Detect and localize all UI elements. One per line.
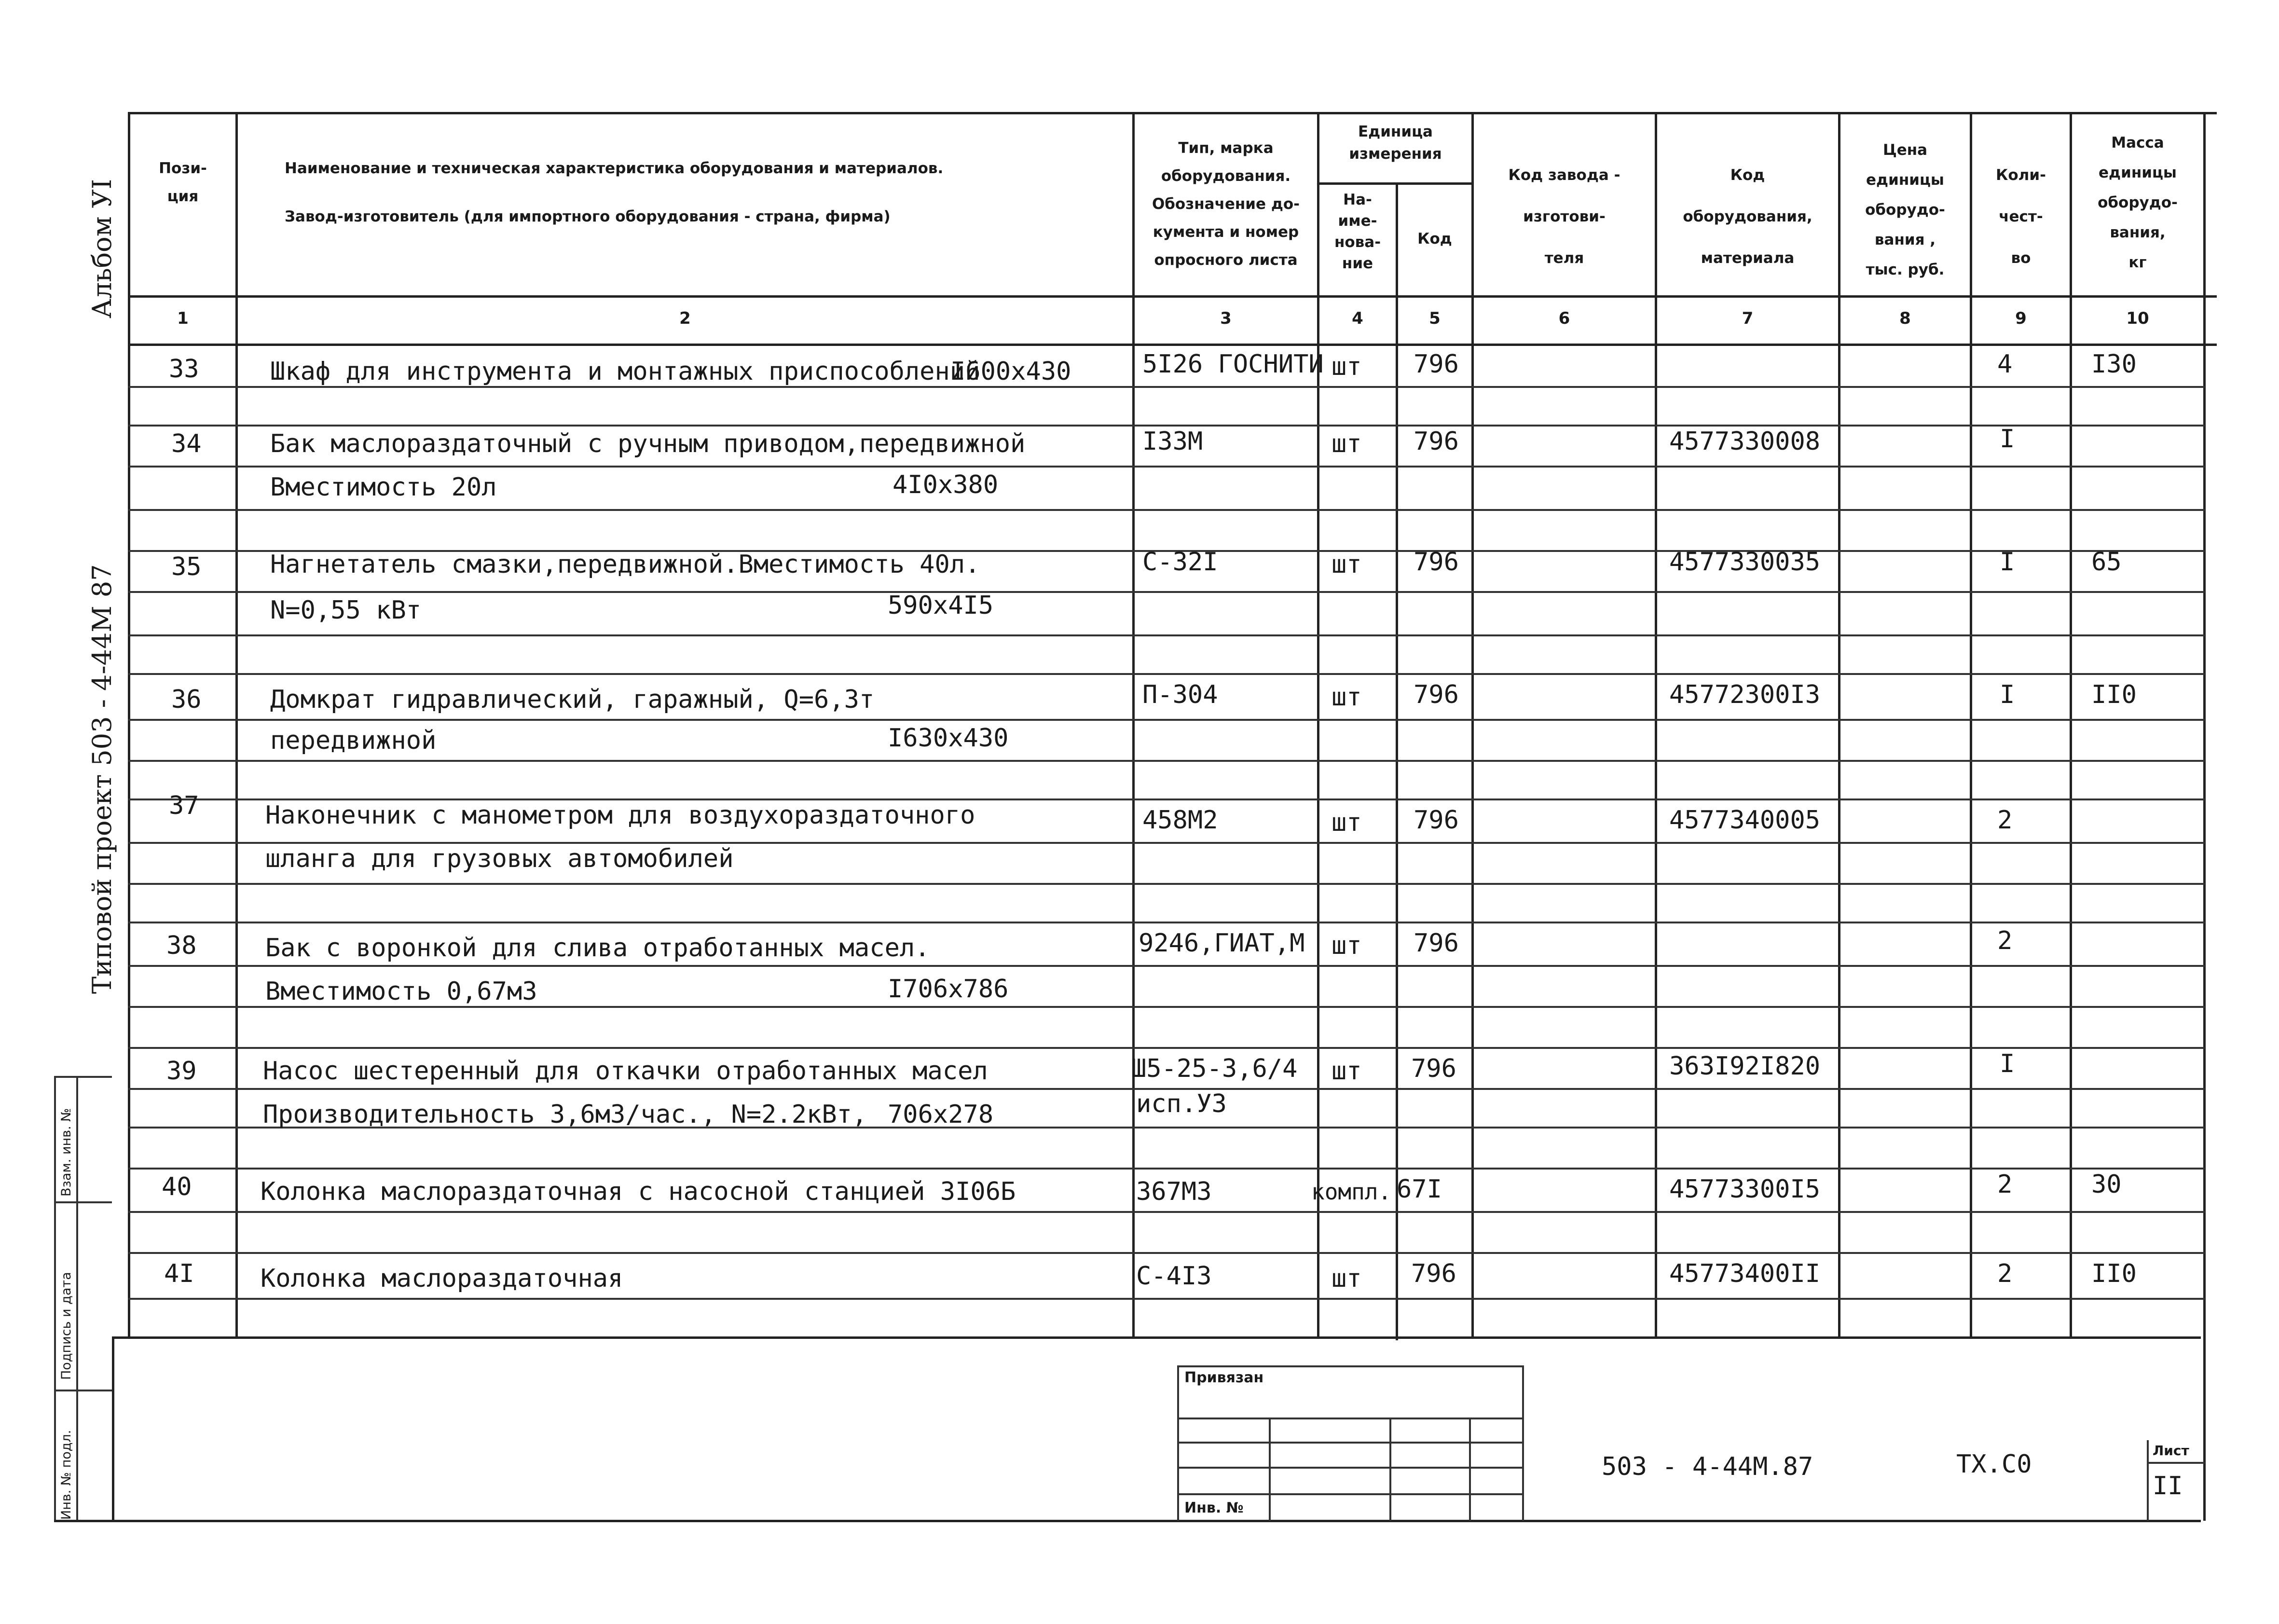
mass-cell: I30 [2091, 350, 2137, 379]
mass-cell: 30 [2091, 1170, 2122, 1199]
row-line [128, 1168, 2205, 1170]
column-line [235, 112, 238, 1337]
quantity-cell: I [2000, 548, 2015, 577]
name-cell: Наконечник с манометром для воздухораздаточного [265, 801, 975, 830]
unit-cell: шт [1332, 808, 1362, 837]
unit-code-cell: 67I [1397, 1175, 1442, 1204]
column-line [2203, 112, 2206, 1521]
column-number: 9 [2015, 309, 2027, 328]
column-line [128, 112, 130, 1337]
row-line [128, 386, 2205, 388]
equipment-code-cell: 45773300I5 [1669, 1175, 1821, 1204]
quantity-cell: 2 [1997, 926, 2013, 955]
unit-cell: шт [1332, 1057, 1362, 1086]
unit-cell: шт [1332, 931, 1362, 960]
position-cell: 37 [169, 791, 199, 820]
header-name-line1: Наименование и техническая характеристика оборудования и материалов. [285, 160, 944, 177]
column-line [2070, 112, 2072, 1337]
row-line [128, 1211, 2205, 1213]
equipment-code-cell: 45773400II [1669, 1259, 1821, 1288]
unit-code-cell: 796 [1414, 548, 1459, 577]
stamp-line [1177, 1365, 1522, 1367]
row-line [128, 1047, 2205, 1049]
row-line [128, 425, 2205, 427]
dimensions-cell: I706x786 [888, 975, 1009, 1004]
column-number: 6 [1558, 309, 1570, 328]
type-cell: С-32I [1142, 548, 1218, 577]
sheet-bottom-border [54, 1520, 2201, 1522]
name-cell-line2: передвижной [270, 726, 437, 755]
equipment-code-cell: 4577340005 [1669, 806, 1821, 835]
column-line [112, 1336, 114, 1521]
type-cell-line2: исп.У3 [1136, 1089, 1227, 1118]
dimensions-cell: 590x4I5 [888, 591, 994, 620]
mass-cell: II0 [2091, 1259, 2137, 1288]
table-bottom-border [112, 1336, 2201, 1339]
unit-group-divider [1317, 182, 1471, 185]
name-cell: Колонка маслораздаточная с насосной станцией 3I06Б [261, 1177, 1016, 1206]
name-cell: Нагнетатель смазки,передвижной.Вместимость 40л. [270, 550, 980, 579]
column-line [1471, 112, 1474, 1337]
type-cell: 367М3 [1136, 1177, 1212, 1206]
type-cell: I33М [1142, 427, 1203, 456]
margin-strip-divider [54, 1201, 112, 1203]
row-line [128, 673, 2205, 675]
name-cell-line2: Вместимость 20л [270, 473, 497, 502]
equipment-code-cell: 45772300I3 [1669, 680, 1821, 709]
stamp-line [1522, 1365, 1524, 1521]
document-section: ТХ.С0 [1956, 1450, 2032, 1479]
margin-strip-divider [54, 1390, 112, 1391]
unit-cell: компл. [1311, 1179, 1392, 1205]
row-line [128, 634, 2205, 636]
name-cell: Домкрат гидравлический, гаражный, Q=6,3т [270, 685, 875, 714]
inv-no-podl-label: Инв. № подл. [59, 1430, 74, 1520]
unit-cell: шт [1332, 550, 1362, 579]
unit-cell: шт [1332, 683, 1362, 712]
dimensions-cell: I600x430 [950, 357, 1071, 386]
margin-strip-right-line [76, 1076, 78, 1520]
row-line [128, 883, 2205, 885]
quantity-cell: I [2000, 1049, 2015, 1078]
name-cell: Бак маслораздаточный с ручным приводом,передвижной [270, 429, 1026, 458]
sheet-number: II [2153, 1472, 2183, 1500]
stamp-line [1269, 1418, 1271, 1521]
quantity-cell: I [2000, 425, 2015, 454]
dimensions-cell: I630x430 [888, 724, 1009, 753]
row-line [128, 1006, 2205, 1008]
unit-code-cell: 796 [1411, 1259, 1456, 1288]
column-number: 3 [1220, 309, 1232, 328]
stamp-privyazan-label: Привязан [1184, 1369, 1264, 1386]
equipment-code-cell: 4577330035 [1669, 548, 1821, 577]
column-number: 2 [679, 309, 691, 328]
name-cell: Шкаф для инструмента и монтажных приспособлений [270, 357, 980, 386]
name-cell: Колонка маслораздаточная [261, 1264, 623, 1293]
row-line [128, 719, 2205, 721]
sign-date-label: Подпись и дата [59, 1272, 74, 1380]
column-number: 5 [1429, 309, 1441, 328]
stamp-line [1389, 1418, 1391, 1521]
row-line [128, 842, 2205, 844]
unit-code-cell: 796 [1414, 680, 1459, 709]
unit-code-cell: 796 [1414, 806, 1459, 835]
row-line [128, 591, 2205, 593]
sheet-label: Лист [2153, 1443, 2189, 1459]
mass-cell: II0 [2091, 680, 2137, 709]
unit-cell: шт [1332, 352, 1362, 381]
type-cell: С-4I3 [1136, 1262, 1212, 1291]
position-cell: 35 [171, 552, 202, 581]
album-label: Альбом УI [87, 179, 117, 318]
row-line [128, 1298, 2205, 1300]
type-cell: Ш5-25-3,6/4 [1131, 1054, 1298, 1083]
document-designation: 503 - 4-44М.87 [1602, 1452, 1813, 1481]
header-bottom-border [128, 295, 2217, 298]
dimensions-cell: 4I0x380 [892, 470, 999, 499]
column-number: 7 [1742, 309, 1754, 328]
mass-cell: 65 [2091, 548, 2122, 577]
table-top-border [128, 112, 2217, 114]
name-cell-line2: шланга для грузовых автомобилей [265, 844, 734, 873]
type-cell: П-304 [1142, 680, 1218, 709]
quantity-cell: 4 [1997, 350, 2013, 379]
position-cell: 39 [166, 1057, 197, 1086]
header-equipment-code: Код оборудования, материала [1683, 166, 1812, 267]
column-number: 8 [1899, 309, 1911, 328]
header-unit-code: Код [1417, 230, 1452, 248]
project-label: Типовой проект 503 - 4-44М 87 [87, 564, 117, 994]
column-number: 10 [2126, 309, 2149, 328]
column-line [1838, 112, 1840, 1337]
position-cell: 38 [166, 931, 197, 960]
quantity-cell: I [2000, 680, 2015, 709]
name-cell-line2: Производительность 3,6м3/час., N=2.2кВт, [263, 1100, 867, 1129]
unit-code-cell: 796 [1414, 929, 1459, 958]
sheet-box-line [2147, 1462, 2205, 1464]
header-quantity: Коли- чест- во [1996, 166, 2046, 267]
equipment-code-cell: 363I92I820 [1669, 1052, 1821, 1081]
inv-no-vzam-label: Взам. инв. № [59, 1108, 74, 1197]
sheet-box-line [2147, 1440, 2149, 1521]
column-line [1655, 112, 1657, 1337]
name-cell-line2: N=0,55 кВт [270, 596, 422, 625]
position-cell: 34 [171, 429, 202, 458]
header-factory-code: Код завода - изготови- теля [1508, 166, 1620, 267]
type-cell: 5I26 ГОСНИТИ [1142, 350, 1324, 379]
header-name-line2: Завод-изготовитель (для импортного оборудования - страна, фирма) [285, 208, 891, 225]
column-line [1317, 112, 1319, 1337]
header-unit-group: Единица измерения [1349, 123, 1442, 163]
position-cell: 4I [164, 1259, 194, 1288]
unit-code-cell: 796 [1414, 350, 1459, 379]
unit-code-cell: 796 [1411, 1054, 1456, 1083]
position-cell: 36 [171, 685, 202, 714]
quantity-cell: 2 [1997, 1170, 2013, 1199]
column-line [1970, 112, 1972, 1337]
header-unit-name: На- име- нова- ние [1334, 191, 1381, 272]
dimensions-cell: 706x278 [888, 1100, 994, 1129]
stamp-inv-no-label: Инв. № [1184, 1500, 1244, 1516]
type-cell: 9246,ГИАТ,М [1139, 929, 1305, 958]
header-type: Тип, марка оборудования. Обозначение до- кумента и номер опросного листа [1152, 139, 1300, 269]
row-line [128, 1252, 2205, 1254]
quantity-cell: 2 [1997, 806, 2013, 835]
row-line [128, 922, 2205, 923]
stamp-line [1469, 1418, 1471, 1521]
column-line [1132, 112, 1135, 1337]
header-position: Пози- ция [159, 160, 207, 205]
row-line [128, 760, 2205, 762]
row-line [128, 798, 2205, 800]
header-mass: Масса единицы оборудо- вания, кг [2098, 134, 2178, 271]
quantity-cell: 2 [1997, 1259, 2013, 1288]
margin-strip-divider [54, 1076, 112, 1078]
column-number: 1 [177, 309, 189, 328]
unit-cell: шт [1332, 429, 1362, 458]
row-line [128, 509, 2205, 511]
row-line [128, 466, 2205, 468]
unit-cell: шт [1332, 1264, 1362, 1293]
name-cell: Бак с воронкой для слива отработанных масел. [265, 934, 930, 963]
margin-strip-left-line [54, 1076, 56, 1520]
position-cell: 33 [169, 355, 199, 384]
name-cell-line2: Вместимость 0,67м3 [265, 977, 537, 1006]
column-number: 4 [1352, 309, 1363, 328]
type-cell: 458М2 [1142, 806, 1218, 835]
unit-code-cell: 796 [1414, 427, 1459, 456]
header-price: Цена единицы оборудо- вания , тыс. руб. [1865, 141, 1945, 278]
position-cell: 40 [162, 1172, 192, 1201]
equipment-code-cell: 4577330008 [1669, 427, 1821, 456]
stamp-line [1177, 1365, 1179, 1521]
name-cell: Насос шестеренный для откачки отработанных масел [263, 1057, 988, 1086]
row-line [128, 965, 2205, 967]
column-numbers-bottom-border [128, 344, 2217, 346]
